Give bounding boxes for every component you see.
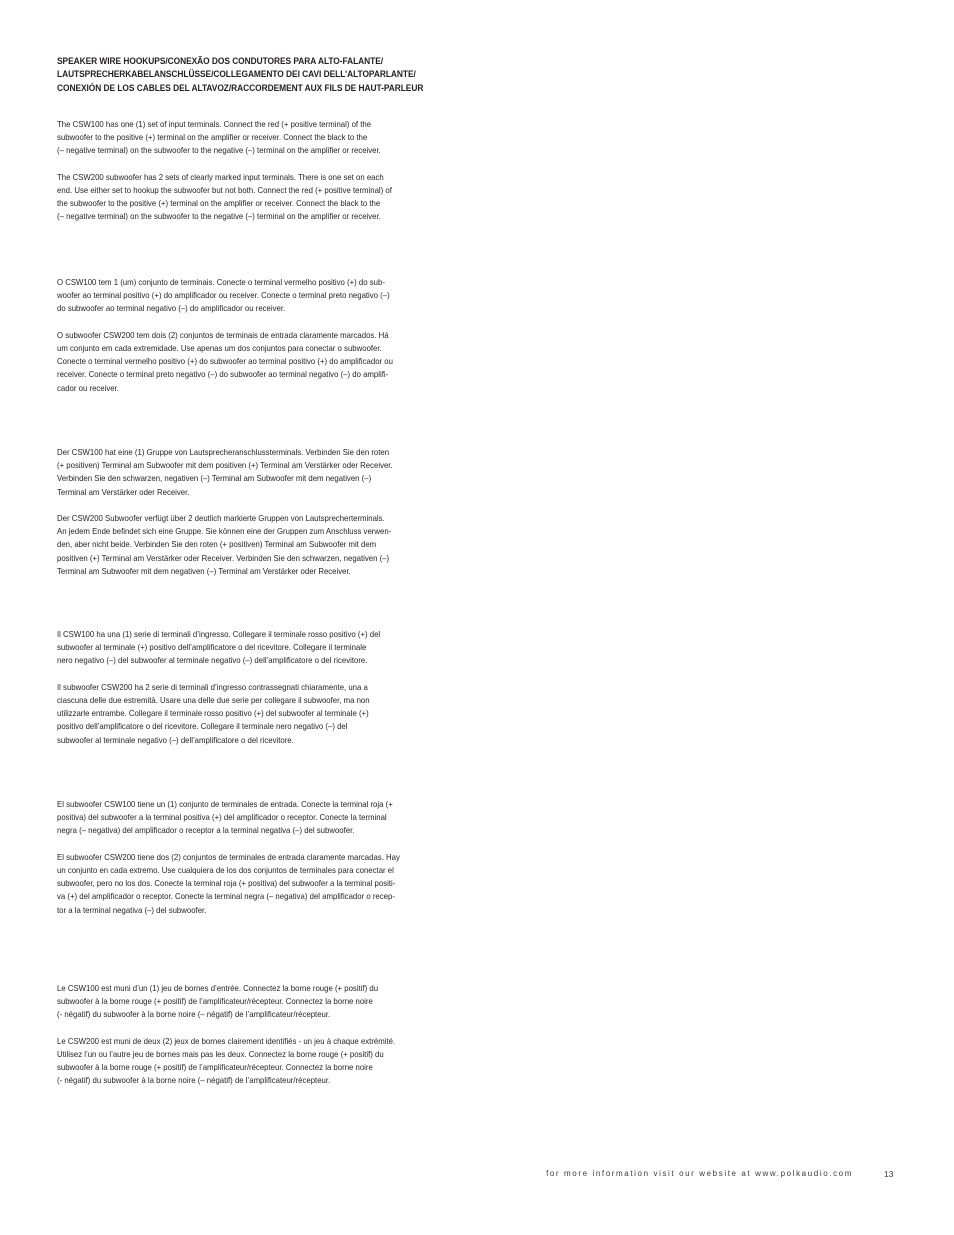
heading-line: SPEAKER WIRE HOOKUPS/CONEXÃO DOS CONDUTORES PARA ALTO-FALANTE/	[57, 56, 384, 66]
text-line: (– negative terminal) on the subwoofer to the negative (–) terminal on the amplifier or receiver.	[57, 145, 381, 156]
text-line: O CSW100 tem 1 (um) conjunto de terminais. Conecte o terminal vermelho positivo (+) do sub-	[57, 277, 385, 287]
german-paragraph-csw200	[57, 512, 448, 578]
text-line: positiven (+) Terminal am Verstärker oder Receiver. Verbinden Sie den schwarzen, negativen (–)	[57, 552, 390, 563]
text-line: subwoofer al terminale (+) positivo dell’amplificatore o del ricevitore. Collegare il terminale	[57, 642, 367, 653]
spanish-section	[57, 798, 448, 917]
text-line: (- négatif) du subwoofer à la borne noire (– négatif) de l’amplificateur/récepteur.	[57, 1009, 331, 1020]
text-line: (– negative terminal) on the subwoofer to the negative (–) terminal on the amplifier or receiver.	[57, 211, 381, 222]
italian-paragraph-csw100	[57, 628, 448, 668]
portuguese-section	[57, 276, 448, 395]
heading-line: LAUTSPRECHERKABELANSCHLÜSSE/COLLEGAMENTO DEI CAVI DELL’ALTOPARLANTE/	[57, 69, 416, 80]
text-line: El subwoofer CSW200 tiene dos (2) conjuntos de terminales de entrada claramente marcadas. Hay	[57, 851, 400, 862]
text-line: woofer ao terminal positivo (+) do amplificador ou receiver. Conecte o terminal preto negativo (–)	[57, 290, 390, 301]
text-line: positiva) del subwoofer a la terminal positiva (+) del amplificador o receptor. Conecte la terminal	[57, 812, 387, 823]
text-line: Utilisez l’un ou l’autre jeu de bornes mais pas les deux. Connectez la borne rouge (+ positif) du	[57, 1049, 384, 1059]
text-line: Der CSW200 Subwoofer verfügt über 2 deutlich markierte Gruppen von Lautsprecherterminals.	[57, 513, 385, 523]
text-line: the subwoofer to the positive (+) terminal on the amplifier or receiver. Connect the black to the	[57, 198, 381, 209]
french-paragraph-csw200	[57, 1035, 448, 1088]
text-line: Terminal am Verstärker oder Receiver.	[57, 486, 190, 497]
text-line: O subwoofer CSW200 tem dois (2) conjuntos de terminais de entrada claramente marcados. Há	[57, 329, 389, 340]
portuguese-paragraph-csw200	[57, 329, 448, 395]
text-line: The CSW200 subwoofer has 2 sets of clearly marked input terminals. There is one set on each	[57, 171, 384, 182]
text-line: Le CSW100 est muni d’un (1) jeu de bornes d’entrée. Connectez la borne rouge (+ positif) du	[57, 983, 379, 993]
text-line: An jedem Ende befindet sich eine Gruppe. Sie können eine der Gruppen zum Anschluss verwen-	[57, 526, 392, 537]
english-section	[57, 118, 448, 224]
spanish-paragraph-csw100	[57, 798, 448, 838]
portuguese-paragraph-csw100	[57, 276, 448, 316]
text-line: Der CSW100 hat eine (1) Gruppe von Lautsprecheranschlussterminals. Verbinden Sie den roten	[57, 447, 390, 457]
text-line: cador ou receiver.	[57, 382, 119, 393]
german-paragraph-csw100	[57, 446, 448, 499]
text-line: Terminal am Subwoofer mit dem negativen (–) Terminal am Verstärker oder Receiver.	[57, 565, 351, 576]
text-line: va (+) del amplificador o receptor. Conecte la terminal negra (– negativa) del amplificador o recep-	[57, 891, 395, 902]
text-line: den, aber nicht beide. Verbinden Sie den roten (+ positiven) Terminal am Subwoofer mit dem	[57, 539, 377, 550]
text-line: subwoofer à la borne rouge (+ positif) de l’amplificateur/récepteur. Connectez la borne noire	[57, 1062, 373, 1073]
section-heading	[57, 55, 448, 95]
text-line: Il CSW100 ha una (1) serie di terminali d’ingresso. Collegare il terminale rosso positivo (+) del	[57, 629, 381, 639]
text-line: The CSW100 has one (1) set of input terminals. Connect the red (+ positive terminal) of the	[57, 119, 372, 129]
text-line: utilizzarle entrambe. Collegare il terminale rosso positivo (+) del subwoofer al terminale (+)	[57, 708, 369, 719]
text-line: nero negativo (–) del subwoofer al terminale negativo (–) dell’amplificatore o del ricevitore.	[57, 655, 368, 666]
text-line: subwoofer to the positive (+) terminal on the amplifier or receiver. Connect the black to the	[57, 132, 368, 143]
text-line: subwoofer, pero no los dos. Conecte la terminal roja (+ positiva) del subwoofer a la terminal positi-	[57, 878, 396, 889]
french-paragraph-csw100	[57, 982, 448, 1022]
text-line: receiver. Conecte o terminal preto negativo (–) do subwoofer ao terminal negativo (–) do amplifi-	[57, 369, 389, 380]
page-number: 13	[884, 1169, 894, 1179]
spanish-paragraph-csw200	[57, 851, 448, 917]
text-line: subwoofer à la borne rouge (+ positif) de l’amplificateur/récepteur. Connectez la borne noire	[57, 996, 373, 1007]
german-section	[57, 446, 448, 578]
italian-paragraph-csw200	[57, 681, 448, 747]
text-line: positivo dell’amplificatore o del ricevitore. Collegare il terminale nero negativo (–) del	[57, 721, 348, 732]
text-line: negra (– negativa) del amplificador o receptor a la terminal negativa (–) del subwoofer.	[57, 825, 355, 836]
english-paragraph-csw200	[57, 171, 448, 224]
text-line: (+ positiven) Terminal am Subwoofer mit dem positiven (+) Terminal am Verstärker oder Receiver.	[57, 460, 393, 471]
text-line: end. Use either set to hookup the subwoofer but not both. Connect the red (+ positive terminal) of	[57, 185, 392, 195]
text-line: um conjunto em cada extremidade. Use apenas um dos conjuntos para conectar o subwoofer.	[57, 343, 382, 353]
text-line: subwoofer al terminale negativo (–) dell’amplificatore o del ricevitore.	[57, 734, 294, 745]
heading-line: CONEXIÓN DE LOS CABLES DEL ALTAVOZ/RACCORDEMENT AUX FILS DE HAUT-PARLEUR	[57, 82, 424, 93]
text-line: tor a la terminal negativa (–) del subwoofer.	[57, 904, 207, 915]
text-line: Conecte o terminal vermelho positivo (+) do subwoofer ao terminal positivo (+) do amplificador ou	[57, 356, 393, 367]
text-line: un conjunto en cada extremo. Use cualquiera de los dos conjuntos de terminales para conectar el	[57, 865, 394, 875]
english-paragraph-csw100	[57, 118, 448, 158]
italian-section	[57, 628, 448, 747]
text-line: ciascuna delle due estremità. Usare una delle due serie per collegare il subwoofer, ma non	[57, 695, 370, 705]
french-section	[57, 982, 448, 1088]
footer-website-text: for more information visit our website at www.polkaudio.com	[546, 1169, 853, 1178]
text-line: Il subwoofer CSW200 ha 2 serie di terminali d’ingresso contrassegnati chiaramente, una a	[57, 681, 368, 692]
text-line: Le CSW200 est muni de deux (2) jeux de bornes clairement identifiés - un jeu à chaque extrémité.	[57, 1035, 396, 1046]
text-line: El subwoofer CSW100 tiene un (1) conjunto de terminales de entrada. Conecte la terminal roja (+	[57, 799, 393, 809]
text-line: do subwoofer ao terminal negativo (–) do amplificador ou receiver.	[57, 303, 286, 314]
text-line: (- négatif) du subwoofer à la borne noire (– négatif) de l’amplificateur/récepteur.	[57, 1075, 331, 1086]
text-line: Verbinden Sie den schwarzen, negativen (–) Terminal am Subwoofer mit dem negativen (–)	[57, 473, 372, 484]
